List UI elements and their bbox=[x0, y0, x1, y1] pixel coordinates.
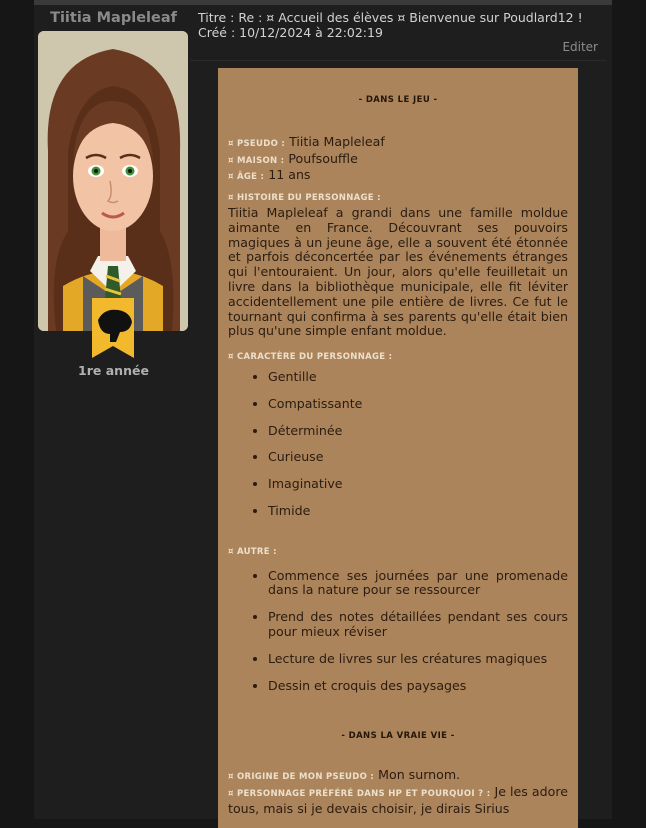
autre-item: • Prend des notes détaillées pendant ses cours pour mieux réviser bbox=[268, 610, 568, 640]
trait-item: • Curieuse bbox=[268, 450, 568, 465]
field-age bbox=[228, 168, 568, 185]
autre-item: • Commence ses journées par une promenade dans la nature pour se ressourcer bbox=[268, 569, 568, 599]
autre-item: • Dessin et croquis des paysages bbox=[268, 679, 568, 694]
histoire-text: Tiitia Mapleleaf a grandi dans une famille moldue aimante en France. Découvrant ses pouvoirs magiques à un jeune âge, elle a souvent été étonnée et parfois déconcertée par les événements étranges qui l'entouraient. Un jour, alors qu'elle feuilletait un livre dans la bibliothèque municipale, elle fit léviter accidentellement une pile entière de livres. Ce fut le tournant qui confirma à ses parents qu'elle était bien plus qu'une simple enfant moldue. bbox=[228, 204, 568, 339]
trait-item: • Timide bbox=[268, 504, 568, 519]
field-maison bbox=[228, 152, 568, 169]
field-prefere bbox=[228, 785, 568, 817]
age-value: 11 ans bbox=[268, 167, 311, 183]
pseudo-label: ¤ PSEUDO : bbox=[228, 138, 286, 149]
autre-list bbox=[228, 569, 568, 694]
field-origine bbox=[228, 768, 568, 785]
field-pseudo bbox=[228, 135, 568, 152]
trait-item: • Déterminée bbox=[268, 424, 568, 439]
maison-label: ¤ MAISON : bbox=[228, 155, 285, 166]
trait-item: • Gentille bbox=[268, 370, 568, 385]
age-label: ¤ ÂGE : bbox=[228, 172, 265, 183]
histoire-label: ¤ HISTOIRE DU PERSONNAGE : bbox=[228, 193, 381, 204]
post-title[interactable]: Titre : Re : ¤ Accueil des élèves ¤ Bienvenue sur Poudlard12 ! bbox=[198, 10, 583, 25]
origine-value: Mon surnom. bbox=[378, 767, 461, 783]
caractere-label: ¤ CARACTÈRE DU PERSONNAGE : bbox=[228, 352, 393, 363]
section-heading-game: - DANS LE JEU - bbox=[358, 95, 438, 105]
post-content bbox=[218, 68, 578, 828]
trait-item: • Imaginative bbox=[268, 477, 568, 492]
prefere-label: ¤ PERSONNAGE PRÉFÉRÉ DANS HP ET POURQUOI ? : bbox=[228, 788, 491, 799]
autre-label: ¤ AUTRE : bbox=[228, 546, 277, 557]
maison-value: Poufsouffle bbox=[288, 150, 358, 166]
author-name[interactable]: Tiitia Mapleleaf bbox=[50, 10, 177, 26]
autre-item: • Lecture de livres sur les créatures magiques bbox=[268, 652, 568, 667]
edit-button[interactable]: Editer bbox=[562, 40, 598, 54]
pseudo-value: Tiitia Mapleleaf bbox=[289, 133, 385, 149]
author-rank: 1re année bbox=[78, 363, 149, 378]
traits-list bbox=[228, 370, 568, 519]
prefere-value: Je les adore tous, mais si je devais choisir, je dirais Sirius bbox=[228, 783, 568, 816]
section-heading-real: - DANS LA VRAIE VIE - bbox=[341, 731, 455, 742]
trait-item: • Compatissante bbox=[268, 397, 568, 412]
header-divider bbox=[190, 60, 606, 61]
house-crest-icon bbox=[92, 298, 134, 358]
origine-label: ¤ ORIGINE DE MON PSEUDO : bbox=[228, 772, 375, 783]
post-date: Créé : 10/12/2024 à 22:02:19 bbox=[198, 25, 383, 40]
author-avatar bbox=[38, 31, 188, 331]
